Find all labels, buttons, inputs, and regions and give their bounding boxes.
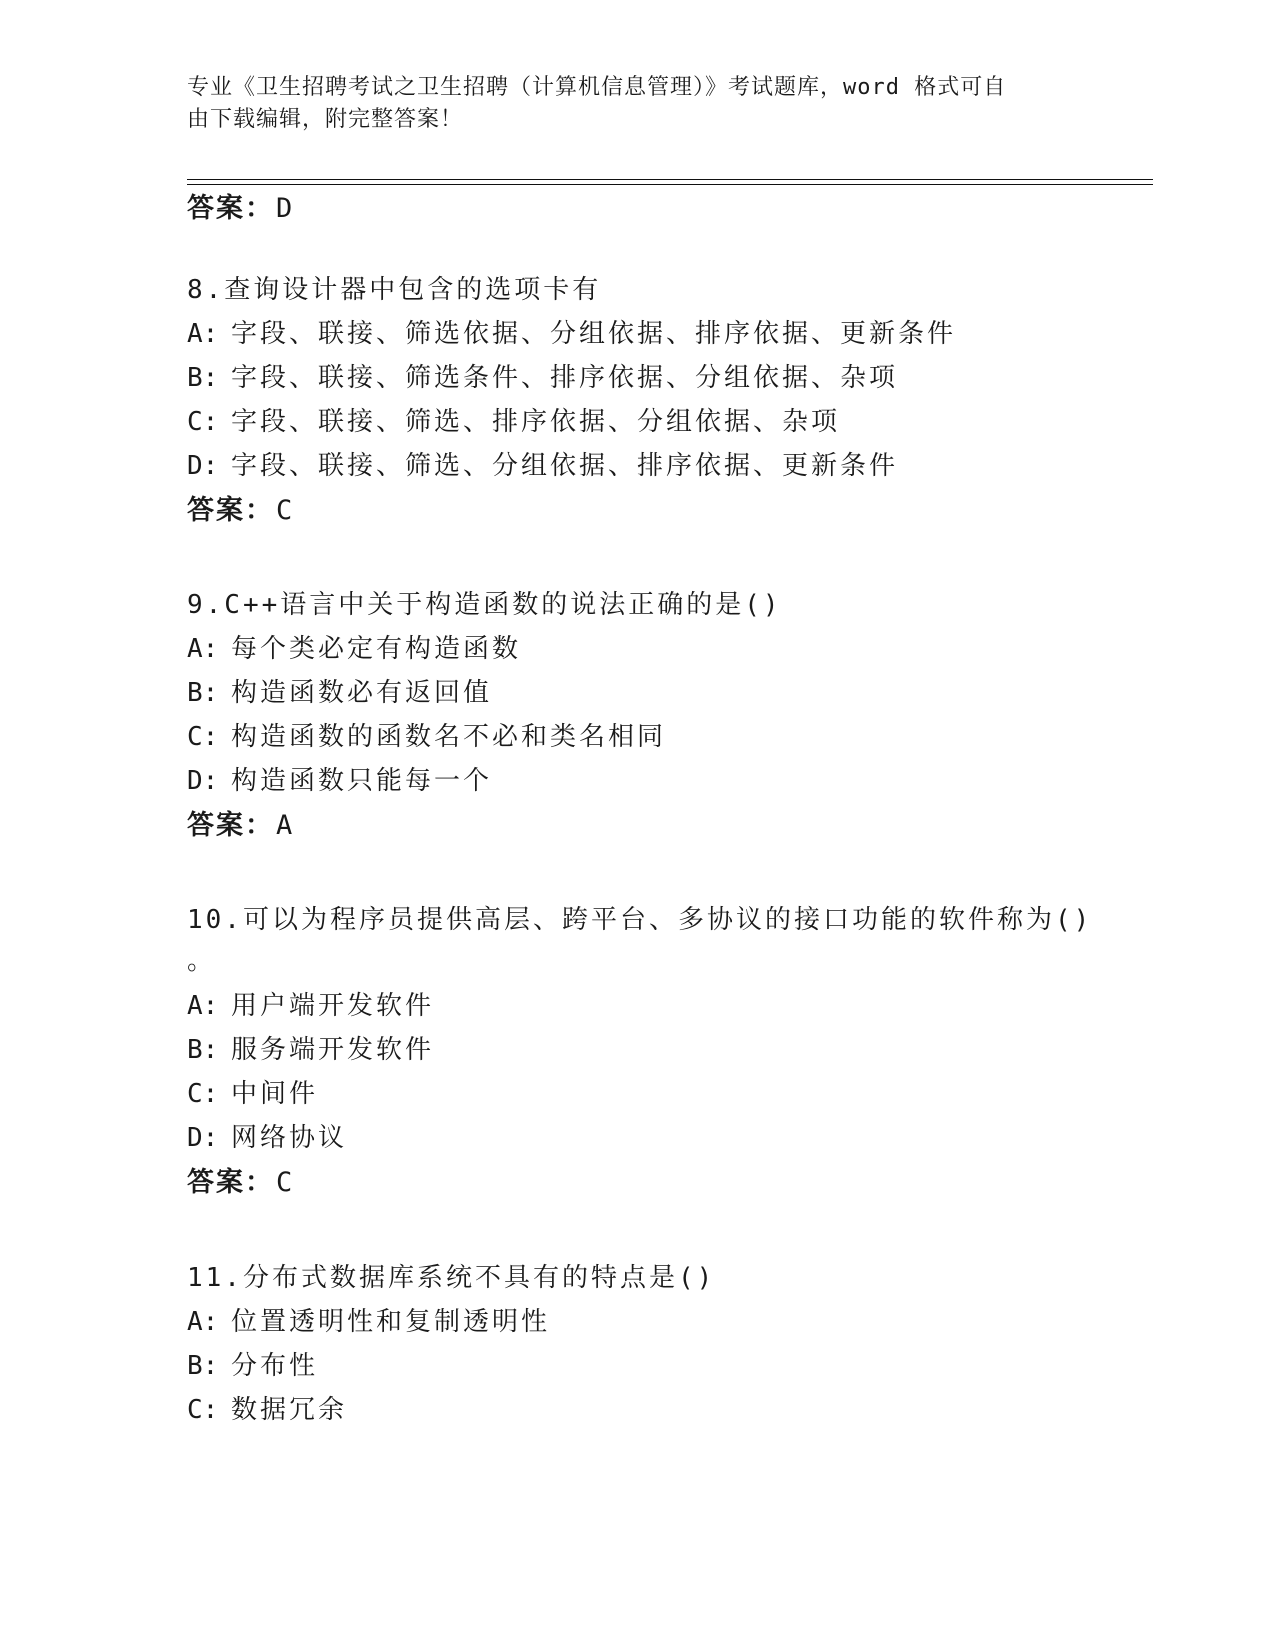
answer-label: 答案： xyxy=(187,495,274,526)
option-text: 字段、联接、筛选条件、排序依据、分组依据、杂项 xyxy=(231,363,899,393)
option-d xyxy=(187,765,492,797)
answer-label: 答案： xyxy=(187,1167,274,1198)
option-text: 数据冗余 xyxy=(231,1395,348,1425)
question-stem: 10.可以为程序员提供高层、跨平台、多协议的接口功能的软件称为() xyxy=(187,905,1093,935)
option-text: 分布性 xyxy=(231,1351,319,1381)
header-rule-bottom xyxy=(187,184,1153,185)
question-stem: 9.C++语言中关于构造函数的说法正确的是() xyxy=(187,590,782,620)
option-b xyxy=(187,362,898,394)
option-a xyxy=(187,990,434,1022)
option-letter: D: xyxy=(187,766,219,796)
option-c xyxy=(187,1394,347,1426)
option-c xyxy=(187,721,666,753)
option-letter: A: xyxy=(187,319,219,349)
question-stem: 8.查询设计器中包含的选项卡有 xyxy=(187,275,602,305)
option-a xyxy=(187,1306,550,1338)
question-stem-continuation: 。 xyxy=(187,946,217,976)
option-letter: B: xyxy=(187,1035,219,1065)
option-c xyxy=(187,406,840,438)
option-text: 字段、联接、筛选依据、分组依据、排序依据、更新条件 xyxy=(231,319,957,349)
option-a xyxy=(187,318,956,350)
option-text: 字段、联接、筛选、排序依据、分组依据、杂项 xyxy=(231,407,841,437)
question-stem: 11.分布式数据库系统不具有的特点是() xyxy=(187,1263,716,1293)
option-letter: B: xyxy=(187,363,219,393)
option-text: 每个类必定有构造函数 xyxy=(231,634,522,664)
option-a xyxy=(187,633,521,665)
option-text: 构造函数必有返回值 xyxy=(231,678,493,708)
option-letter: C: xyxy=(187,1395,219,1425)
option-b xyxy=(187,1034,434,1066)
answer-line xyxy=(187,810,294,842)
header-rule-top xyxy=(187,179,1153,180)
option-letter: D: xyxy=(187,451,219,481)
option-text: 服务端开发软件 xyxy=(231,1035,435,1065)
option-text: 中间件 xyxy=(231,1079,319,1109)
option-b xyxy=(187,1350,318,1382)
header-line-1: 专业《卫生招聘考试之卫生招聘（计算机信息管理）》考试题库，word 格式可自 xyxy=(187,75,1007,100)
answer-value: C xyxy=(276,1167,295,1198)
answer-value: A xyxy=(276,810,295,841)
option-d xyxy=(187,1122,347,1154)
option-letter: A: xyxy=(187,634,219,664)
answer-label: 答案： xyxy=(187,810,274,841)
option-letter: C: xyxy=(187,722,219,752)
option-letter: B: xyxy=(187,678,219,708)
answer-value: C xyxy=(276,495,295,526)
option-letter: A: xyxy=(187,1307,219,1337)
option-letter: B: xyxy=(187,1351,219,1381)
answer-line xyxy=(187,495,294,527)
option-text: 字段、联接、筛选、分组依据、排序依据、更新条件 xyxy=(231,451,899,481)
answer-label: 答案： xyxy=(187,193,274,224)
option-text: 构造函数只能每一个 xyxy=(231,766,493,796)
answer-value: D xyxy=(276,193,295,224)
option-d xyxy=(187,450,898,482)
option-letter: D: xyxy=(187,1123,219,1153)
option-letter: C: xyxy=(187,407,219,437)
option-text: 构造函数的函数名不必和类名相同 xyxy=(231,722,667,752)
option-letter: A: xyxy=(187,991,219,1021)
answer-line xyxy=(187,1167,294,1199)
option-c xyxy=(187,1078,318,1110)
option-text: 网络协议 xyxy=(231,1123,348,1153)
option-letter: C: xyxy=(187,1079,219,1109)
option-text: 位置透明性和复制透明性 xyxy=(231,1307,551,1337)
header-line-2: 由下载编辑，附完整答案！ xyxy=(187,107,464,132)
option-b xyxy=(187,677,492,709)
option-text: 用户端开发软件 xyxy=(231,991,435,1021)
document-header xyxy=(187,72,1067,136)
answer-line xyxy=(187,193,294,225)
